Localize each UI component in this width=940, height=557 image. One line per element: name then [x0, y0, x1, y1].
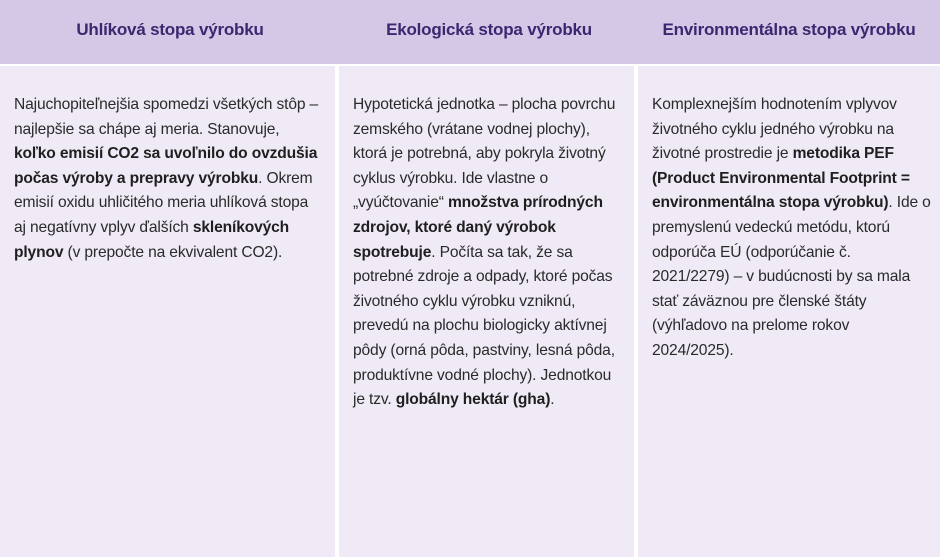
ecological-text-segment: . [550, 391, 555, 409]
ecological-text-segment-bold: množstva prírodných zdrojov, ktoré daný výrobok spotrebuje [353, 194, 603, 261]
environmental-footprint-text [652, 93, 932, 364]
environmental-text-segment: Komplexnejším hodnotením vplyvov životného cyklu jedného výrobku na životné prostredie je [652, 96, 897, 163]
table-header-row [0, 0, 940, 64]
environmental-text-segment: . Ide o premyslenú vedeckú metódu, ktorú odporúča EÚ (odporúčanie č. 2021/2279) – v budúcnosti by sa mala stať záväznou pre členské štáty (výhľadovo na prelome rokov 2024/2025). [652, 194, 931, 359]
header-carbon-footprint: Uhlíková stopa výrobku [76, 20, 264, 39]
table-body-row [0, 66, 940, 557]
ecological-text-segment: . Počíta sa tak, že sa potrebné zdroje a odpady, ktoré počas životného cyklu výrobku vzniknú, prevedú na plochu biologicky aktívnej pôdy (orná pôda, pastviny, lesná pôda, produktívne vodné plochy). Jednotkou je tzv. [353, 243, 615, 409]
cell-carbon-footprint [0, 66, 335, 557]
environmental-text-segment-bold: metodika PEF (Product Environmental Footprint = environmentálna stopa výrobku) [652, 145, 910, 212]
carbon-footprint-text [14, 93, 321, 265]
carbon-text-segment-bold: koľko emisií CO2 sa uvoľnilo do ovzdušia počas výroby a prepravy výrobku [14, 145, 318, 187]
ecological-text-segment: Hypotetická jednotka – plocha povrchu zemského (vrátane vodnej plochy), ktorá je potrebná, aby pokryla životný cyklus výrobku. Ide vlastne o „vyúčtovanie“ [353, 96, 616, 212]
cell-ecological-footprint [339, 66, 634, 557]
ecological-footprint-text [353, 93, 622, 413]
header-environmental-footprint: Environmentálna stopa výrobku [662, 20, 916, 39]
ecological-text-segment-bold: globálny hektár (gha) [395, 391, 551, 409]
carbon-text-segment: (v prepočte na ekvivalent CO2). [63, 243, 283, 261]
carbon-text-segment: . Okrem emisií oxidu uhličitého meria uhlíková stopa aj negatívny vplyv ďalších [14, 169, 313, 236]
header-ecological-footprint: Ekologická stopa výrobku [386, 20, 592, 39]
carbon-text-segment-bold: skleníkových plynov [14, 218, 290, 261]
cell-environmental-footprint [638, 66, 940, 557]
carbon-text-segment: Najuchopiteľnejšia spomedzi všetkých stôp – najlepšie sa chápe aj meria. Stanovuje, [14, 96, 319, 138]
